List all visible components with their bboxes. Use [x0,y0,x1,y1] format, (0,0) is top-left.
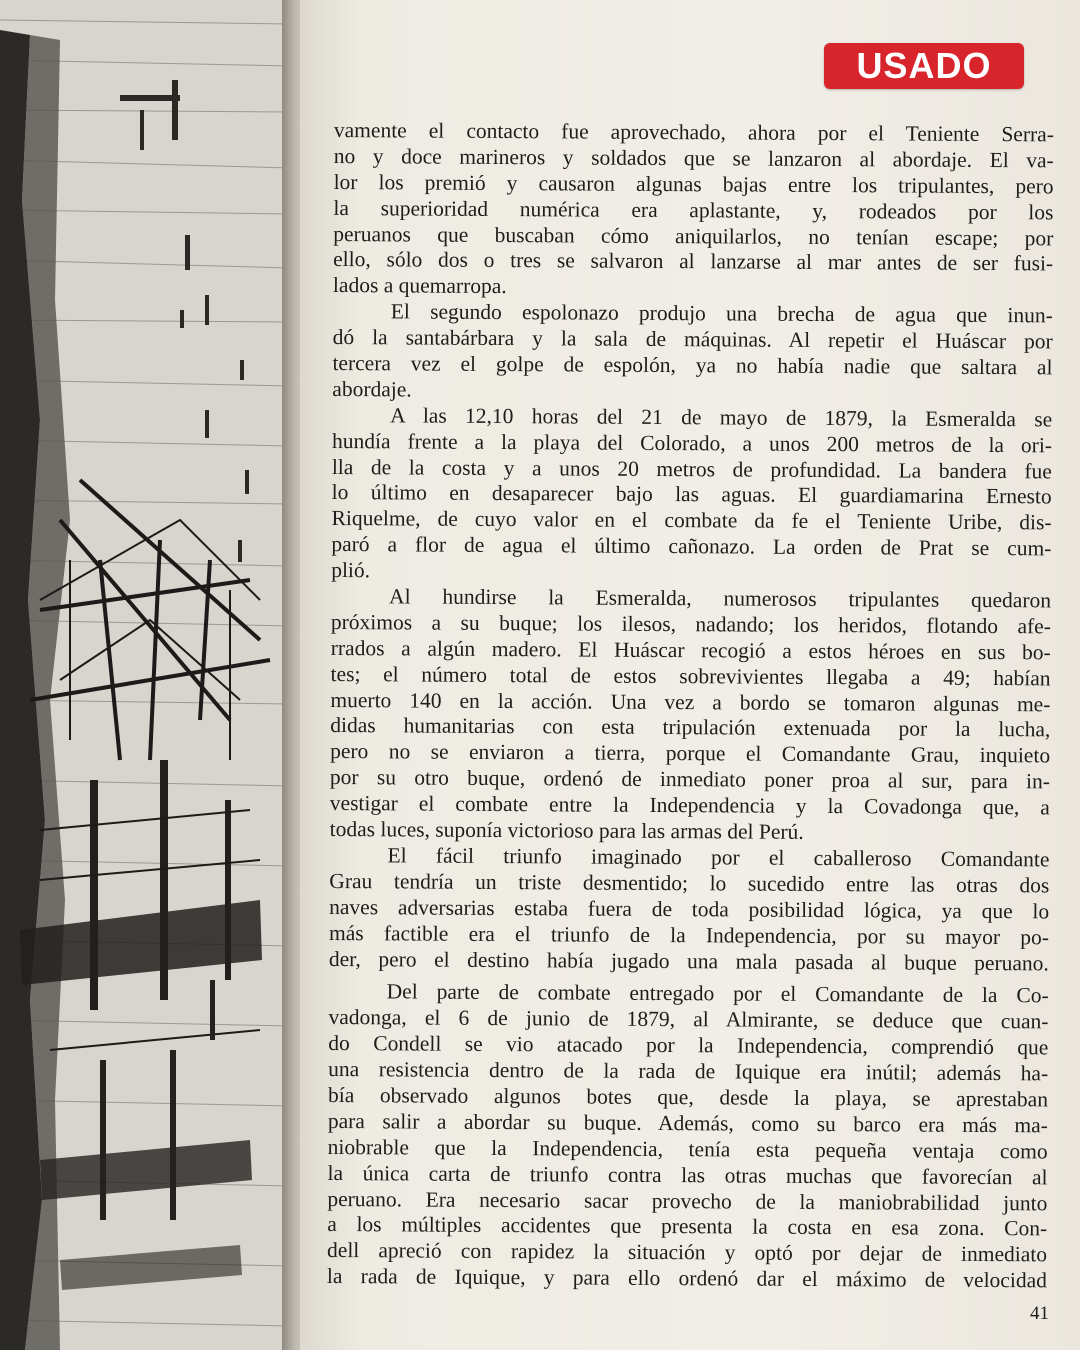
text-line: Riquelme, de cuyo valor en el combate da fe el Teniente Uribe, dis- [331,506,1052,535]
text-line: dell apreció con rapidez la situación y optó por dejar de inmediato [327,1238,1048,1267]
text-line: niobrable que la Independencia, tenía esta pequeña ventaja como [327,1134,1048,1164]
text-line: peruanos que buscaban cómo aniquilarlos, no tenían escape; por [333,221,1054,250]
text-line: do Condell se vio atacado por la Independencia, comprendió que [328,1031,1049,1060]
text-line: una resistencia dentro de la rada de Iquique era inútil; además ha- [328,1057,1049,1086]
text-line: vadonga, el 6 de junio de 1879, al Almirante, se deduce que cuan- [328,1005,1049,1034]
text-line: más factible era el triunfo de la Independencia, por su mayor po- [328,920,1050,949]
page-number: 41 [1030,1303,1049,1324]
text-line: der, pero el destino había jugado una mala pasada al buque peruano. [328,946,1049,975]
text-line: vamente el contacto fue aprovechado, ahora por el Teniente Serra- [333,118,1054,147]
text-line: dó la santabárbara y la sala de máquinas. Al repetir el Huáscar por [332,325,1053,354]
text-line: hundía frente a la playa del Colorado, a unos 200 metros de la ori- [331,428,1053,458]
text-line: la única carta de triunfo contra las otras muchas que favorecían al [327,1160,1048,1190]
text-line: lados a quemarropa. [332,273,507,299]
text-line: tercera vez el golpe de espolón, ya no había nadie que saltara al [332,351,1053,380]
text-line: A las 12,10 horas del 21 de mayo de 1879, la Esmeralda se [390,403,1053,432]
text-line: El segundo espolonazo produjo una brecha de agua que inun- [390,299,1053,328]
text-line: paró a flor de agua el último cañonazo. La orden de Prat se cum- [331,532,1052,561]
text-line: Grau tendría un triste desmentido; lo sucedido entre las otras dos [329,868,1050,898]
text-line: a los múltiples accidentes que presenta la costa en esa zona. Con- [327,1212,1048,1241]
text-line: ello, sólo dos o tres se salvaron al lanzarse al mar antes de ser fusi- [333,247,1054,276]
text-line: no y doce marineros y soldados que se lanzaron al abordaje. El va- [333,143,1054,173]
body-text [327,118,1054,1294]
text-line: muerto 140 en la acción. Una vez a bordo se tomaron algunas me- [330,687,1051,716]
text-line: El fácil triunfo imaginado por el caballeroso Comandante [387,843,1050,872]
text-line: lor los premió y causaron algunas bajas entre los tripulantes, pero [333,169,1054,199]
text-line: plió. [331,558,371,583]
text-line: Al hundirse la Esmeralda, numerosos tripulantes quedaron [389,584,1052,613]
text-line: por su otro buque, ordenó de inmediato poner proa al sur, para in- [329,765,1051,794]
text-line: tes; el número total de estos sobrevivientes llegaba a 49; habían [330,661,1051,691]
text-line: la rada de Iquique, y para ello ordenó dar el máximo de velocidad [326,1264,1047,1293]
text-line: lo último en desaparecer bajo las aguas. El guardiamarina Ernesto [331,480,1052,509]
text-line: didas humanitarias con esta tripulación extenuada por la lucha, [330,713,1051,742]
text-line: naves adversarias estaba fuera de toda posibilidad lógica, ya que lo [329,894,1050,924]
text-line: lla de la costa y a unos 20 metros de profundidad. La bandera fue [331,454,1052,483]
text-line: próximos a su buque; los ilesos, nadando; los heridos, flotando afe- [330,609,1051,639]
text-line: para salir a abordar su buque. Además, como su barco era más ma- [327,1108,1048,1138]
text-line: bía observado algunos botes que, desde la playa, se aprestaban [327,1082,1049,1112]
illustration-page [0,0,290,1350]
used-badge: USADO [824,43,1024,89]
text-line: Del parte de combate entregado por el Comandante de la Co- [386,979,1049,1008]
ship-engraving-illustration [0,0,290,1350]
text-line: pero no se enviaron a tierra, porque el Comandante Grau, inquieto [330,739,1051,768]
text-line: peruano. Era necesario sacar provecho de la maniobrabilidad junto [327,1186,1048,1215]
text-line: todas luces, suponía victorioso para las armas del Perú. [329,817,804,844]
text-line: vestigar el combate entre la Independencia y la Covadonga que, a [329,791,1050,820]
text-line: la superioridad numérica era aplastante, y, rodeados por los [333,195,1054,225]
text-line: rrados a algún madero. El Huáscar recogió a estos héroes en sus bo- [330,635,1051,665]
text-line: abordaje. [332,376,412,402]
